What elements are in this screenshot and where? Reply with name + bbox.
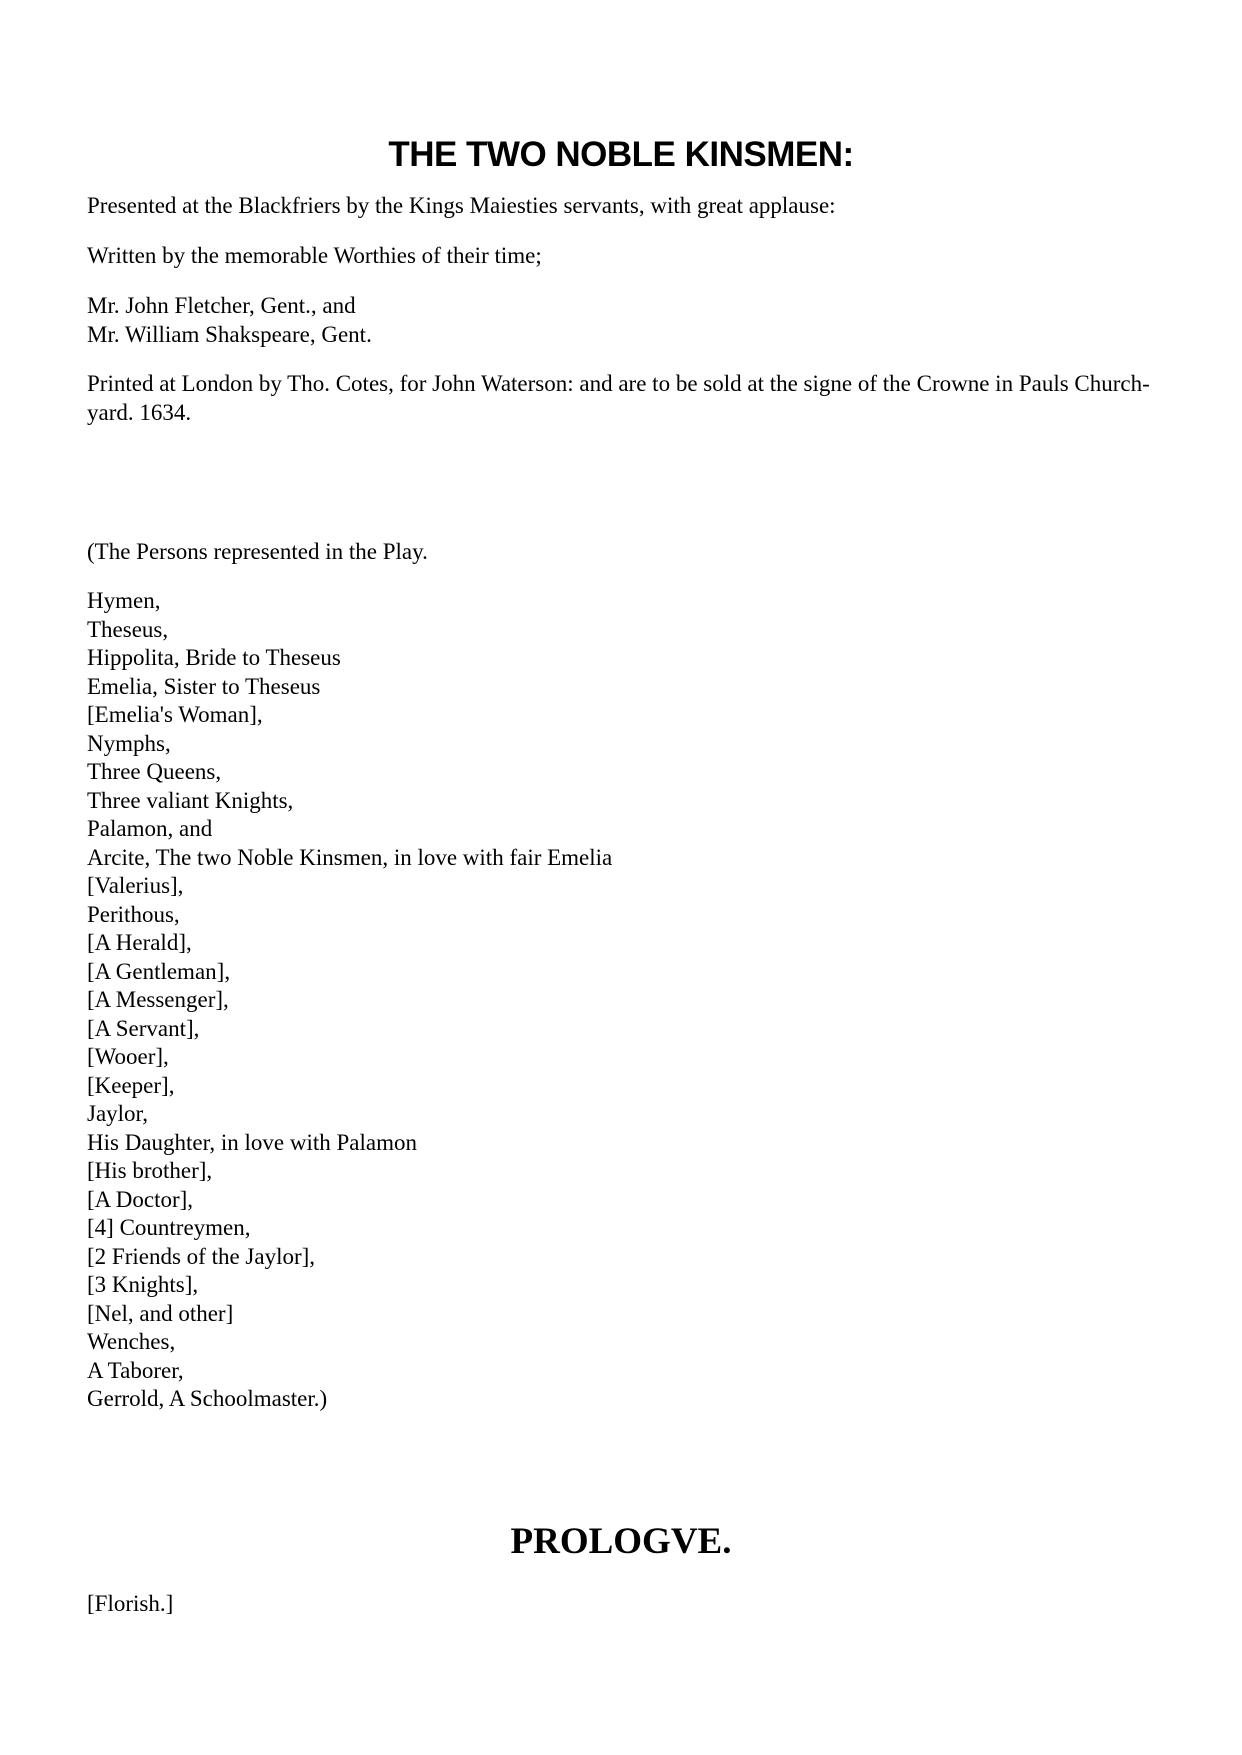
person-entry: [Emelia's Woman], <box>87 702 263 727</box>
person-entry: [His brother], <box>87 1158 213 1183</box>
printed-line: Printed at London by Tho. Cotes, for John Waterson: and are to be sold at the signe of the Crowne in Pauls Church-yard. 1634. <box>87 371 1150 425</box>
person-entry: [A Doctor], <box>87 1186 194 1212</box>
person-entry: Jaylor, <box>87 1101 149 1126</box>
person-entry: [4] Countreymen, <box>87 1215 251 1240</box>
person-entry: Three Queens, <box>87 759 222 784</box>
person-entry: [2 Friends of the Jaylor], <box>87 1243 316 1269</box>
person-entry: Arcite, The two Noble Kinsmen, in love with fair Emelia <box>87 844 613 870</box>
person-entry: His Daughter, in love with Palamon <box>87 1129 417 1155</box>
person-entry: Theseus, <box>87 616 169 642</box>
person-entry: Gerrold, A Schoolmaster.) <box>87 1386 328 1411</box>
person-entry: Palamon, and <box>87 816 213 841</box>
person-entry: Three valiant Knights, <box>87 787 294 813</box>
person-entry: [Wooer], <box>87 1044 169 1069</box>
person-entry: [A Messenger], <box>87 987 229 1012</box>
persons-heading: (The Persons represented in the Play. <box>87 539 428 564</box>
person-entry: Hippolita, Bride to Theseus <box>87 645 341 670</box>
person-entry: [A Servant], <box>87 1015 200 1041</box>
prologue-heading: PROLOGVE. <box>510 1521 732 1562</box>
author-line: Mr. John Fletcher, Gent., and <box>87 293 356 318</box>
person-entry: Wenches, <box>87 1329 176 1354</box>
person-entry: [A Gentleman], <box>87 958 231 984</box>
persons-list <box>87 587 987 1414</box>
play-title: THE TWO NOBLE KINSMEN: <box>388 135 854 174</box>
person-entry: Perithous, <box>87 901 180 927</box>
person-entry: Nymphs, <box>87 730 171 756</box>
person-entry: Emelia, Sister to Theseus <box>87 673 321 699</box>
person-entry: A Taborer, <box>87 1357 184 1383</box>
author-line: Mr. William Shakspeare, Gent. <box>87 321 372 347</box>
person-entry: Hymen, <box>87 588 161 613</box>
person-entry: [3 Knights], <box>87 1272 199 1297</box>
person-entry: [Nel, and other] <box>87 1300 234 1326</box>
authors-block <box>87 292 1167 349</box>
person-entry: [A Herald], <box>87 930 192 955</box>
written-by-line: Written by the memorable Worthies of their time; <box>87 243 542 268</box>
stage-direction: [Florish.] <box>87 1591 174 1616</box>
person-entry: [Keeper], <box>87 1072 175 1098</box>
person-entry: [Valerius], <box>87 873 184 898</box>
presented-line: Presented at the Blackfriers by the Kings Maiesties servants, with great applause: <box>87 193 836 218</box>
